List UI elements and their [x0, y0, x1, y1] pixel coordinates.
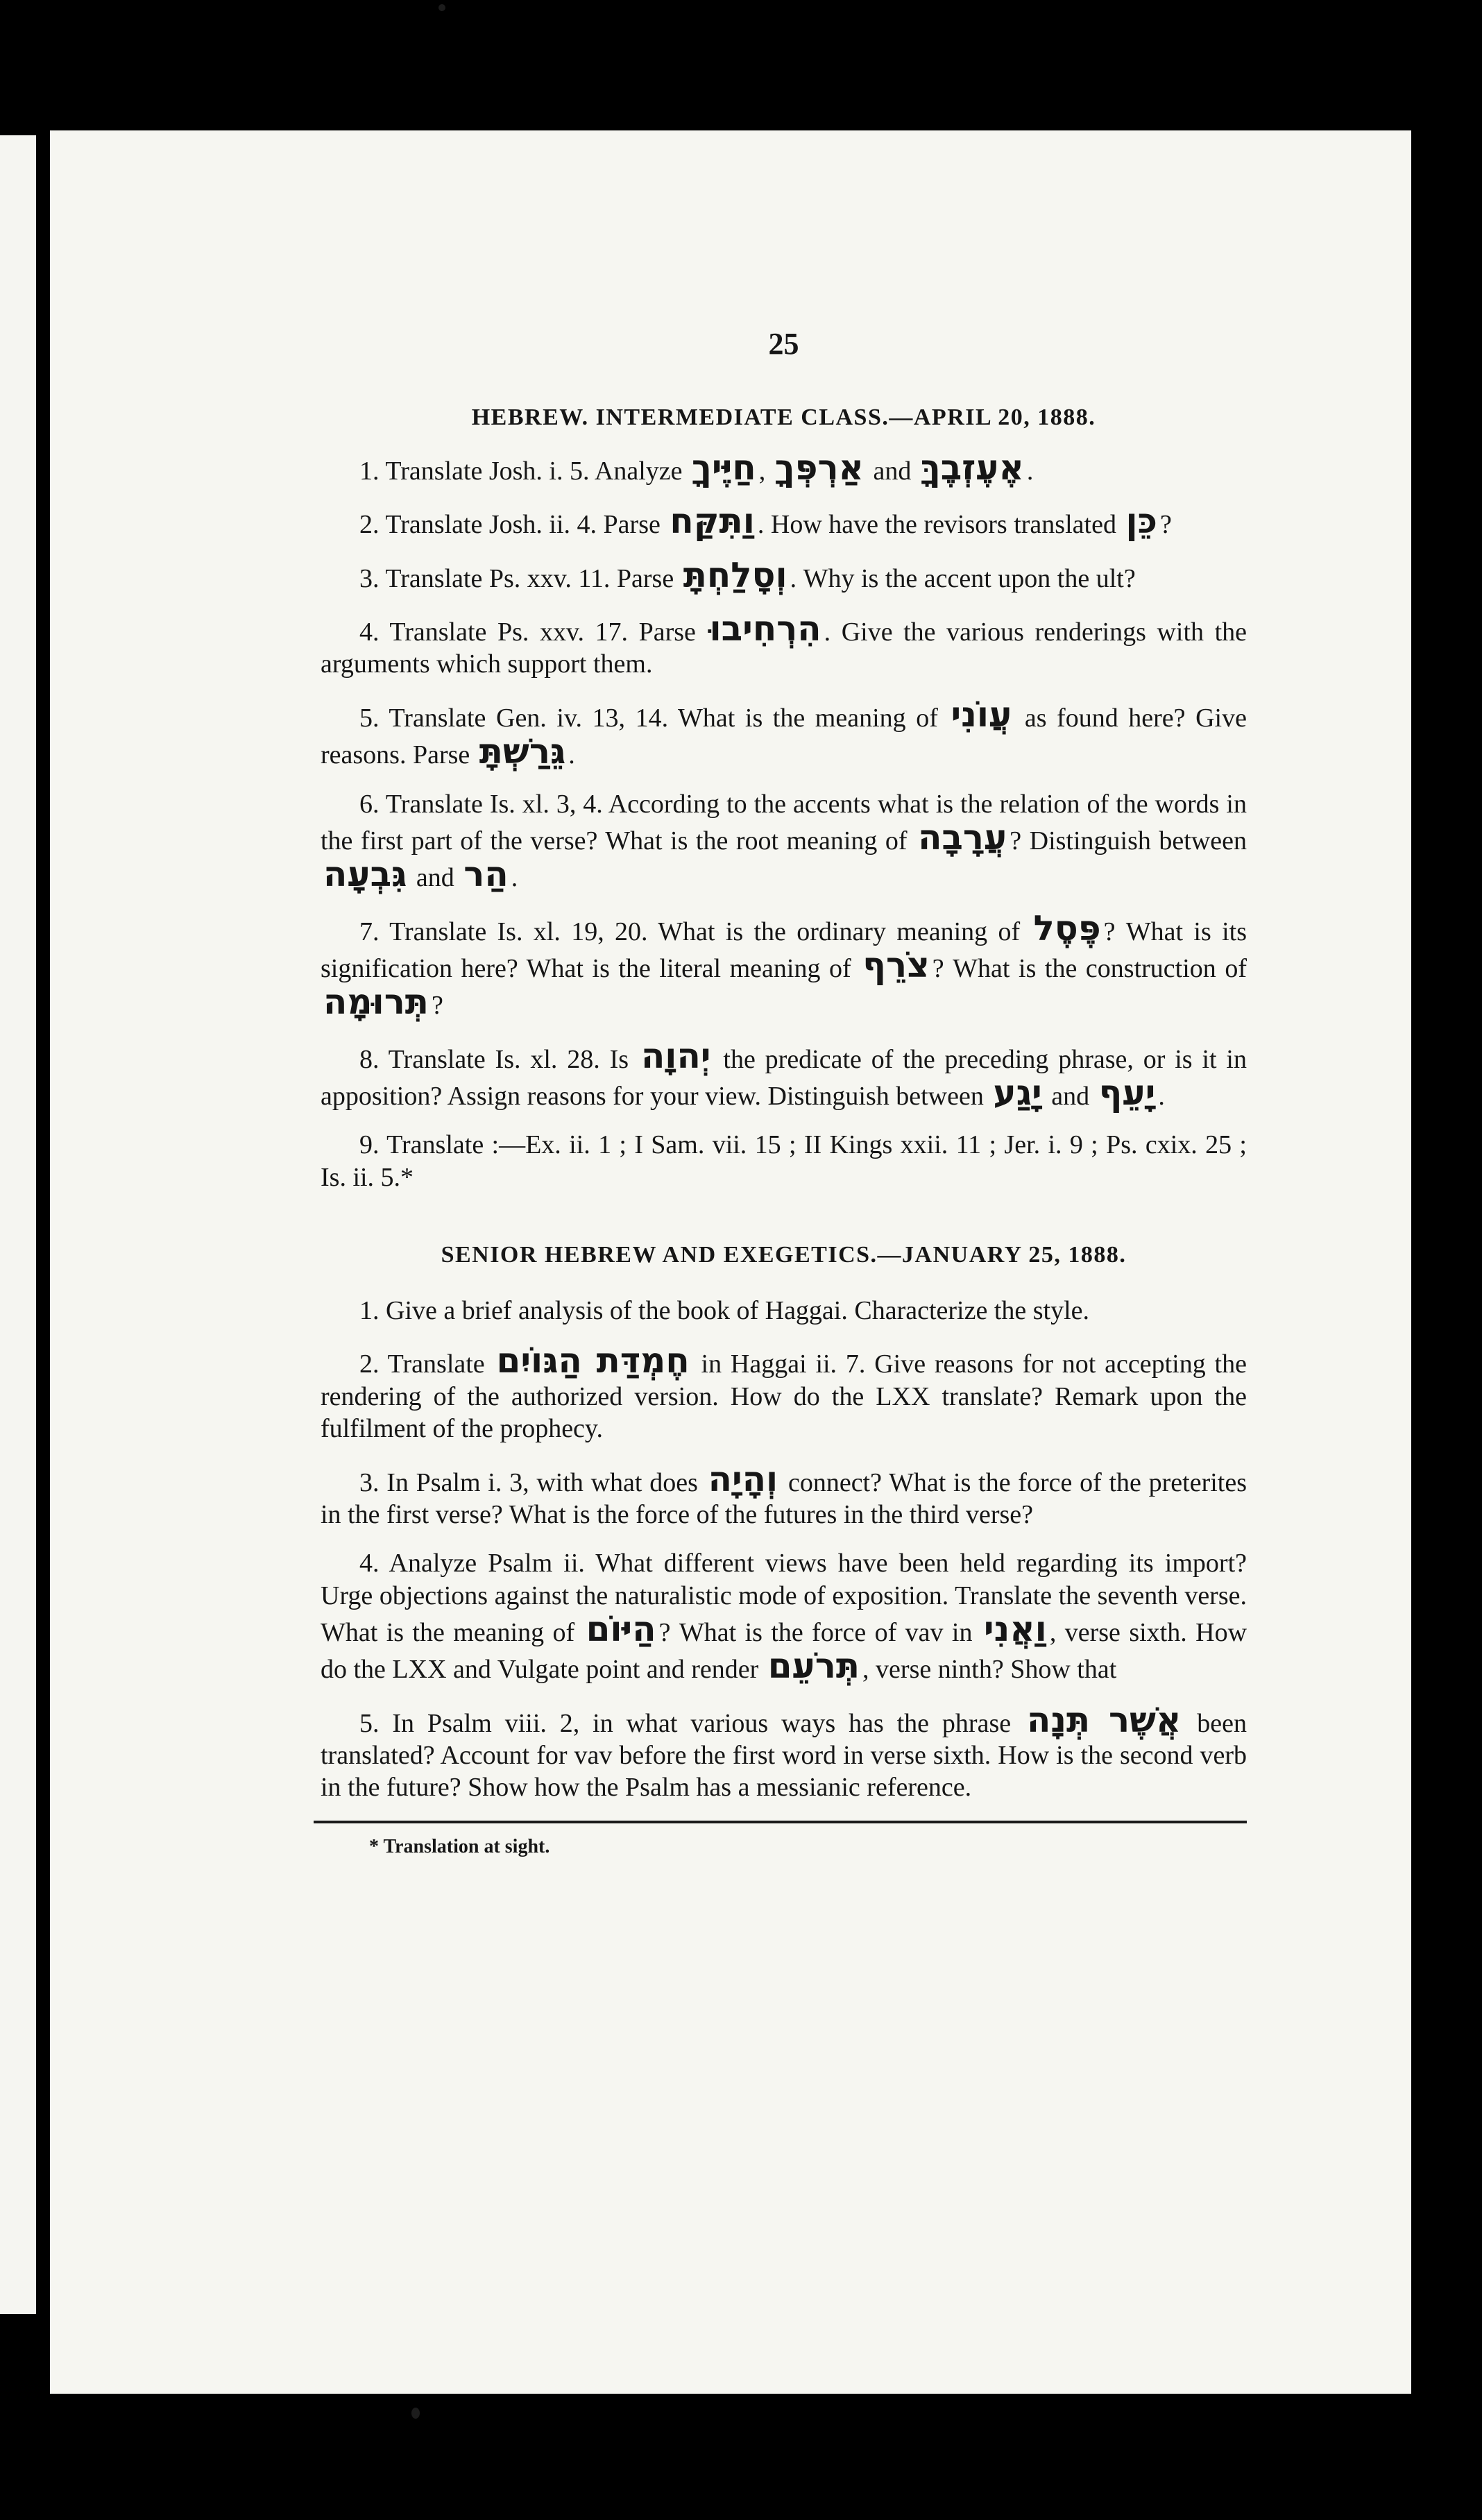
- question-text: ? What is the force of vav in: [658, 1617, 981, 1647]
- hebrew-word: וַאֲנִי: [983, 1608, 1047, 1649]
- question-item: [321, 1699, 1247, 1804]
- question-item: [321, 1458, 1247, 1531]
- question-text: Translate Gen. iv. 13, 14. What is the meaning of: [389, 703, 948, 733]
- question-text: Translate Ps. xxv. 17. Parse: [389, 618, 707, 647]
- hebrew-word: חֶמְדַּת הַגּוֹיִם: [496, 1340, 690, 1381]
- question-text: .: [568, 740, 575, 770]
- question-text: Translate Is. xl. 28. Is: [388, 1044, 638, 1074]
- hebrew-word: יָגַע: [993, 1073, 1042, 1114]
- hebrew-word: אַרְפְּךָ: [774, 448, 864, 488]
- question-text: ? What is its signification here? What is the literal meaning of: [321, 917, 1247, 983]
- question-text: in Haggai ii. 7. Give reasons for not accepting the rendering of the authorized version. How do the LXX translate? Remark upon the fulfilment of the prophecy.: [321, 1350, 1247, 1444]
- hebrew-word: עֲרָבָה: [918, 817, 1007, 858]
- page-number: 25: [768, 327, 799, 361]
- question-text: .: [511, 863, 518, 893]
- question-list-senior: [321, 1295, 1247, 1804]
- question-text: Translate Josh. ii. 4. Parse: [385, 510, 667, 540]
- question-text: Translate Ps. xxv. 11. Parse: [385, 563, 681, 593]
- page: [50, 130, 1411, 2394]
- question-item: [321, 1035, 1247, 1114]
- question-text: , verse ninth? Show that: [862, 1655, 1117, 1685]
- question-number: 7.: [359, 917, 380, 946]
- question-text: Analyze Psalm ii. What different views have been held regarding its import? Urge objections against the naturalistic mode of exposition. Translate the seventh verse. What is the meaning of: [321, 1549, 1247, 1647]
- question-number: 3.: [359, 563, 380, 593]
- hebrew-word: וַתִּקַּח: [670, 501, 755, 542]
- question-text: ?: [431, 991, 443, 1021]
- question-text: Give a brief analysis of the book of Haggai. Characterize the style.: [386, 1296, 1090, 1326]
- left-page-edge: [0, 135, 36, 2314]
- question-text: and: [1044, 1082, 1096, 1112]
- scan-speck: [411, 2408, 420, 2419]
- question-number: 6.: [359, 789, 380, 819]
- question-text: as found here? Give reasons. Parse: [321, 703, 1247, 770]
- hebrew-word: יְהוָה: [640, 1035, 711, 1076]
- question-number: 9.: [359, 1130, 380, 1160]
- footnote-rule: [314, 1821, 1247, 1823]
- question-text: Translate :—Ex. ii. 1 ; I Sam. vii. 15 ; II Kings xxii. 11 ; Jer. i. 9 ; Ps. cxix. 25 ; Is. ii. 5.*: [321, 1130, 1247, 1192]
- question-item: [321, 450, 1247, 487]
- question-text: . How have the revisors translated: [757, 510, 1123, 540]
- question-item: [321, 908, 1247, 1023]
- question-text: the predicate of the preceding phrase, or is it in apposition? Assign reasons for your view. Distinguish between: [321, 1044, 1247, 1112]
- question-text: . Why is the accent upon the ult?: [790, 563, 1136, 593]
- question-text: . Give the various renderings with the arguments which support them.: [321, 618, 1247, 679]
- hebrew-word: הַיּוֹם: [586, 1608, 656, 1649]
- question-item: [321, 554, 1247, 595]
- question-text: Translate Josh. i. 5. Analyze: [385, 457, 689, 486]
- question-text: ? Distinguish between: [1010, 826, 1247, 855]
- question-item: [321, 1547, 1247, 1685]
- hebrew-word: וְסָלַחְתָּ: [683, 554, 787, 595]
- question-number: 8.: [359, 1044, 380, 1074]
- question-text: Translate: [387, 1350, 494, 1379]
- hebrew-word: אֲשֶׁר תְּנָה: [1027, 1699, 1182, 1740]
- question-item: [321, 1129, 1247, 1193]
- question-item: [321, 1295, 1247, 1327]
- question-number: 5.: [359, 703, 380, 733]
- question-text: In Psalm i. 3, with what does: [386, 1467, 706, 1497]
- hebrew-word: צֹרֵף: [862, 944, 930, 985]
- question-text: .: [1026, 457, 1034, 486]
- question-item: [321, 788, 1247, 894]
- hebrew-word: פֶּסֶל: [1033, 908, 1101, 948]
- question-text: and: [866, 457, 918, 486]
- question-number: 5.: [359, 1708, 380, 1738]
- hebrew-word: גֵּרַשְׁתָּ: [479, 731, 566, 772]
- question-text: Translate Is. xl. 3, 4. According to the accents what is the relation of the words in the first part of the verse? What is the root meaning of: [321, 789, 1247, 855]
- question-text: ? What is the construction of: [932, 953, 1247, 983]
- question-number: 1.: [359, 457, 380, 486]
- question-number: 2.: [359, 510, 380, 540]
- question-text: , verse sixth. How do the LXX and Vulgate point and render: [321, 1617, 1247, 1685]
- question-item: [321, 608, 1247, 681]
- page-content: [321, 326, 1247, 1858]
- question-item: [321, 501, 1247, 542]
- hebrew-word: הִרְחִיבוּ: [709, 608, 821, 649]
- section-title-intermediate: HEBREW. INTERMEDIATE CLASS.—APRIL 20, 1888.: [471, 405, 1096, 430]
- question-text: connect? What is the force of the preterites in the first verse? What is the force of the futures in the third verse?: [321, 1467, 1247, 1529]
- scan-speck: [438, 4, 445, 11]
- hebrew-word: וְהָיָה: [708, 1458, 778, 1499]
- question-number: 3.: [359, 1467, 380, 1497]
- question-text: ?: [1159, 510, 1172, 540]
- hebrew-word: הַר: [463, 854, 509, 895]
- question-text: .: [1158, 1082, 1165, 1112]
- hebrew-word: חַיֶּיךָ: [692, 448, 756, 488]
- question-text: ,: [758, 457, 772, 486]
- hebrew-word: כֵּן: [1125, 501, 1157, 542]
- question-number: 4.: [359, 1549, 380, 1578]
- hebrew-word: תְּרוּמָה: [323, 982, 429, 1023]
- hebrew-word: אֶעֶזְבֶךָּ: [920, 448, 1024, 488]
- hebrew-word: גִּבְעָה: [323, 854, 407, 895]
- hebrew-word: עֲוֺנִי: [951, 694, 1012, 735]
- question-item: [321, 1340, 1247, 1445]
- section-title-senior: SENIOR HEBREW AND EXEGETICS.—JANUARY 25, 1888.: [441, 1242, 1127, 1268]
- hebrew-word: יָעֵף: [1098, 1073, 1156, 1114]
- question-text: In Psalm viii. 2, in what various ways has the phrase: [392, 1708, 1024, 1738]
- question-number: 4.: [359, 618, 380, 647]
- question-number: 2.: [359, 1350, 380, 1379]
- question-number: 1.: [359, 1296, 380, 1326]
- hebrew-word: תְּרֹעֵם: [767, 1646, 860, 1687]
- question-item: [321, 694, 1247, 772]
- question-text: been translated? Account for vav before the first word in verse sixth. How is the second verb in the future? Show how the Psalm has a messianic reference.: [321, 1708, 1247, 1803]
- question-text: and: [409, 863, 461, 893]
- footnote: * Translation at sight.: [369, 1835, 550, 1857]
- question-text: Translate Is. xl. 19, 20. What is the ordinary meaning of: [389, 917, 1031, 946]
- question-list-intermediate: [321, 450, 1247, 1193]
